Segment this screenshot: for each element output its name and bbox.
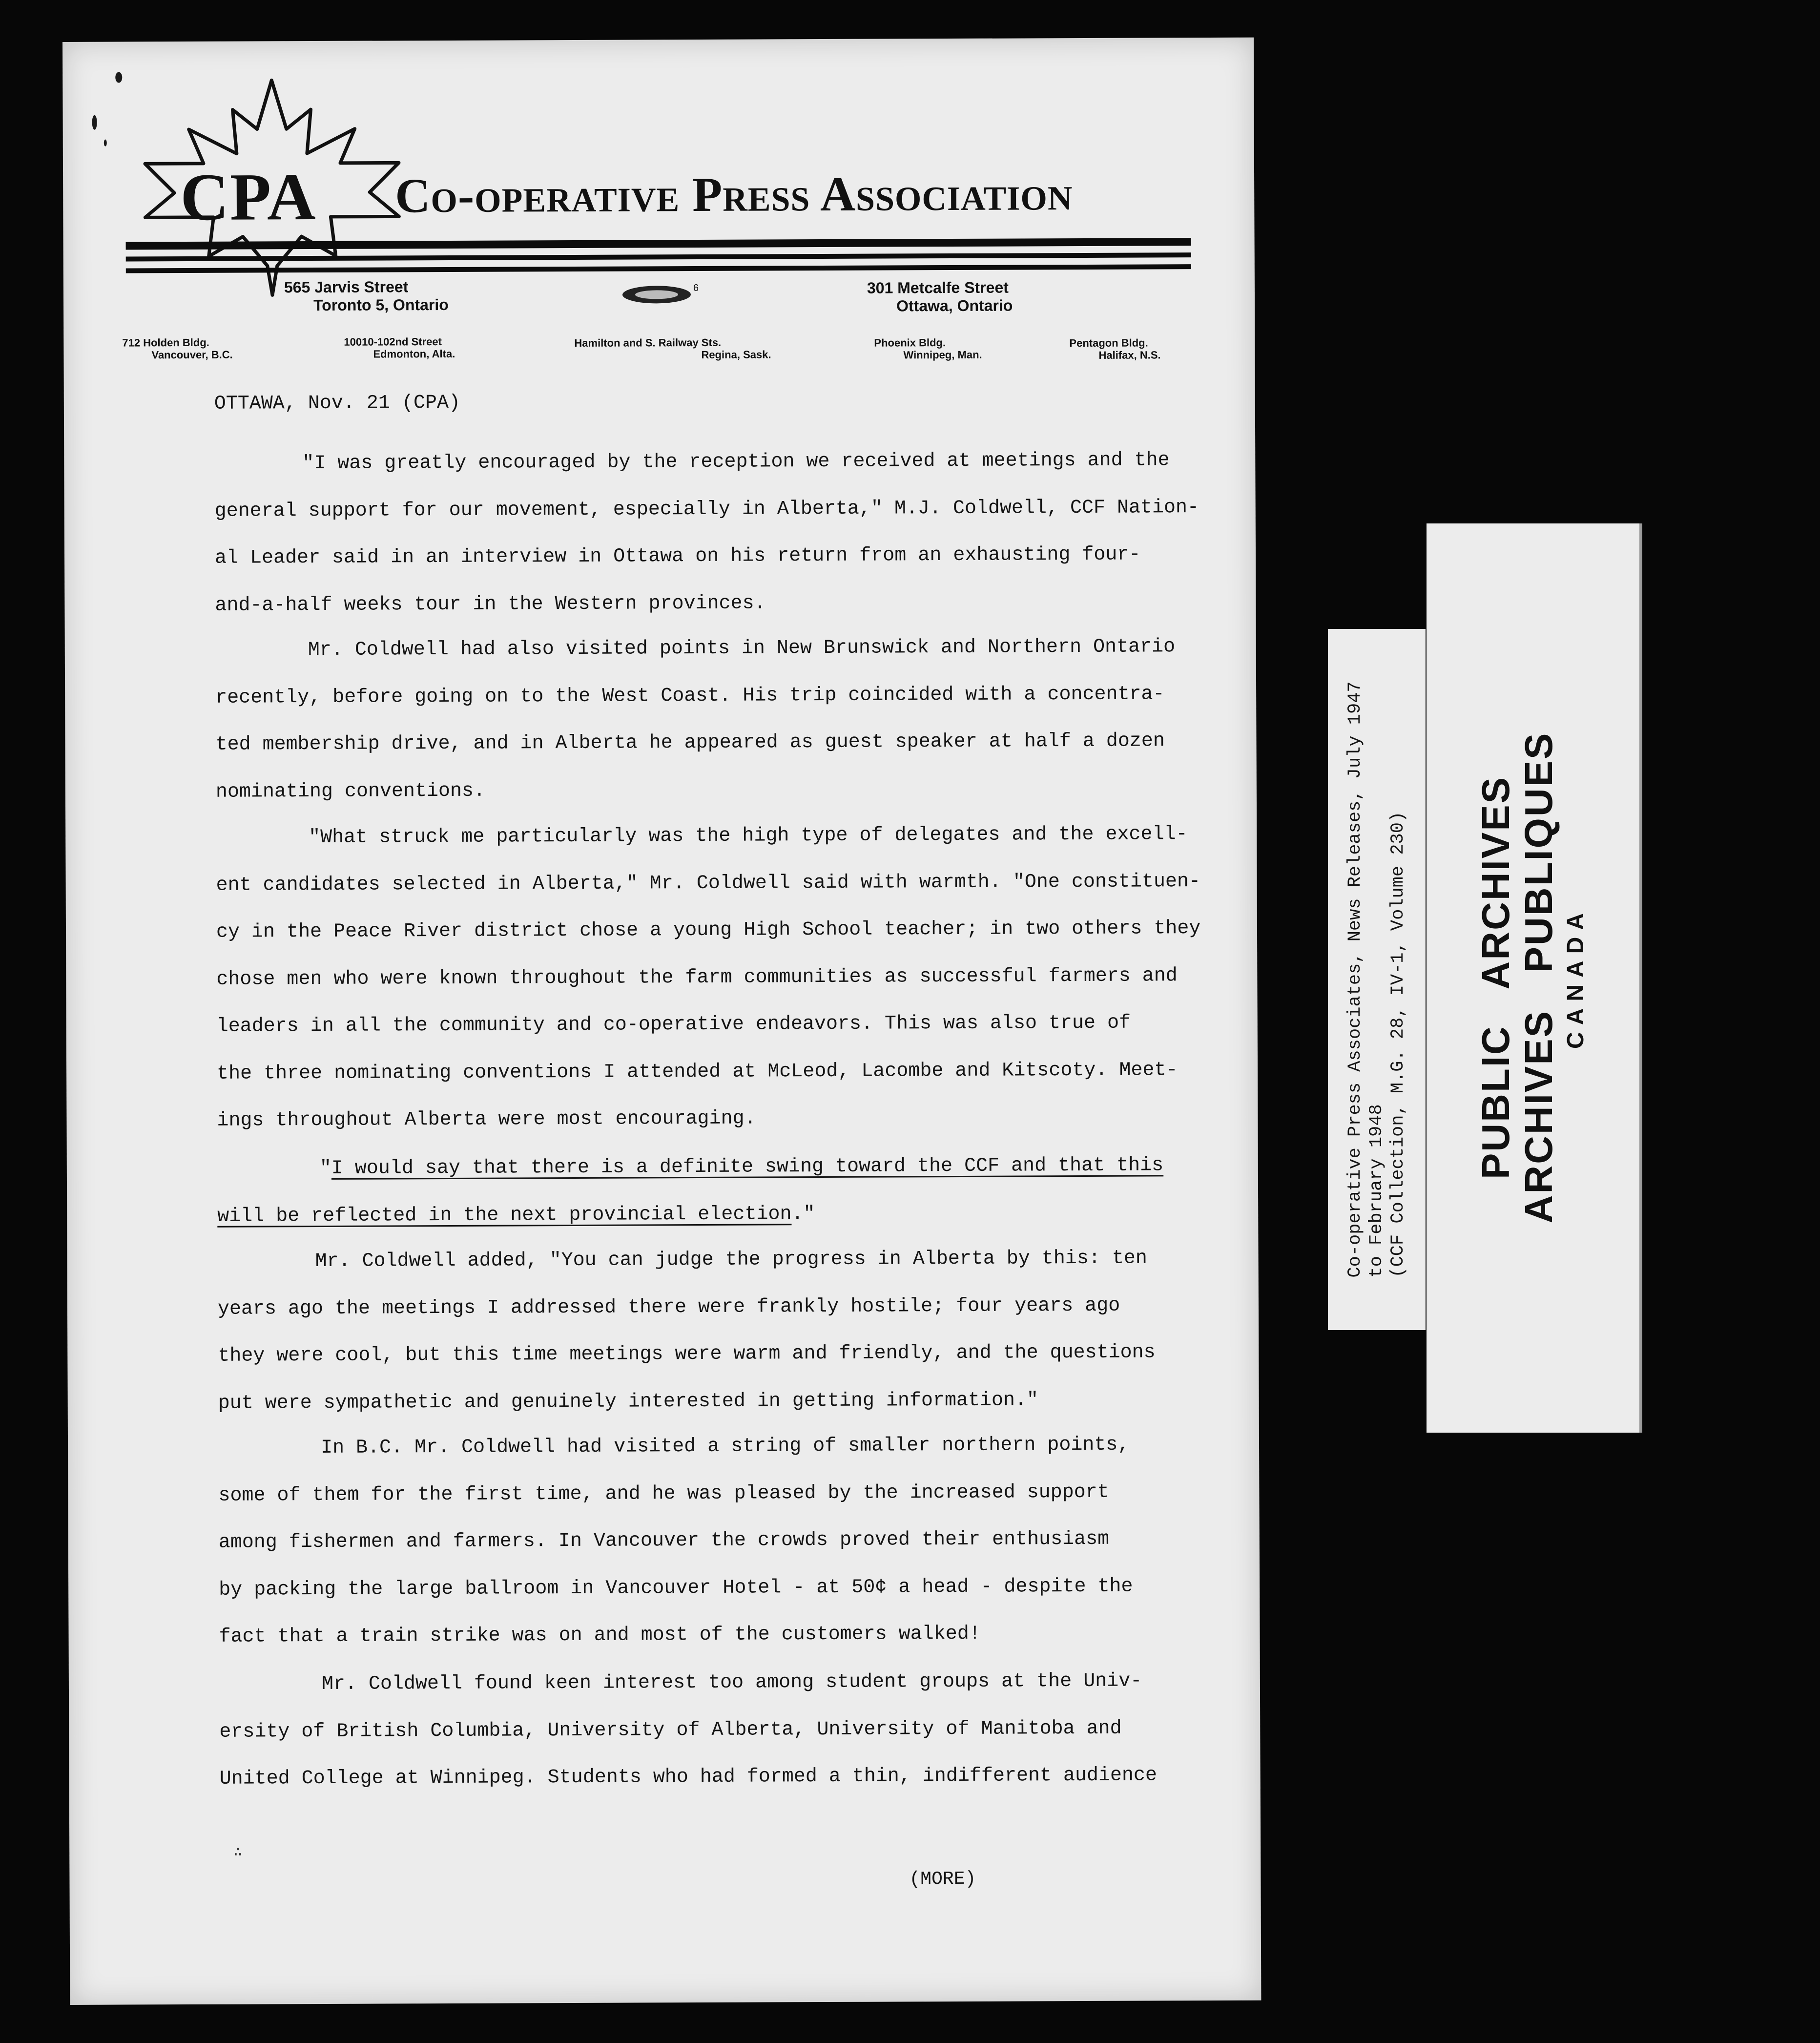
text-line: Mr. Coldwell found keen interest too among student groups at the Univ- [321, 1670, 1142, 1695]
text-line: fact that a train strike was on and most of the customers walked! [219, 1623, 981, 1648]
toronto-address [284, 278, 449, 314]
dust-speck [92, 115, 97, 130]
text-line: al Leader said in an interview in Ottawa on his return from an exhausting four- [214, 543, 1141, 569]
paragraph-3 [216, 811, 1233, 1145]
address-line: Regina, Sask. [701, 348, 771, 361]
address-line: Ottawa, Ontario [896, 296, 1013, 315]
text-line: "What struck me particularly was the high type of delegates and the excell- [309, 823, 1188, 849]
cpa-monogram: CPA [180, 159, 317, 235]
underlined-quote: I would say that there is a definite swing toward the CCF and that this [331, 1154, 1164, 1180]
address-line: 301 Metcalfe Street [867, 278, 1009, 297]
paragraph-5 [217, 1235, 1233, 1427]
stamp-country: CANADA [1563, 906, 1589, 1049]
address-line: Hamilton and S. Railway Sts. [574, 336, 722, 349]
text-line: chose men who were known throughout the farm communities as successful farmers and [216, 964, 1178, 991]
dust-speck [104, 140, 107, 146]
collection-label-card [1328, 629, 1426, 1330]
text-line: among fishermen and farmers. In Vancouver the crowds proved their enthusiasm [218, 1528, 1110, 1554]
emblem-number: 6 [693, 283, 699, 294]
address-line: 712 Holden Bldg. [122, 336, 209, 349]
address-line: Phoenix Bldg. [874, 336, 946, 349]
text-line: put were sympathetic and genuinely interested in getting information." [218, 1389, 1039, 1415]
stamp-line: PUBLIC ARCHIVES [1474, 776, 1517, 1179]
text-line: they were cool, but this time meetings were warm and friendly, and the questions [218, 1341, 1156, 1367]
text-line [217, 1189, 1233, 1240]
quote-mark: " [319, 1157, 331, 1180]
address-line: Edmonton, Alta. [373, 348, 455, 360]
text-line: and-a-half weeks tour in the Western provinces. [215, 592, 766, 617]
text-line: by packing the large ballroom in Vancouver Hotel - at 50¢ a head - despite the [219, 1575, 1133, 1601]
union-emblem-icon [620, 283, 693, 307]
dateline: OTTAWA, Nov. 21 (CPA) [214, 392, 461, 415]
address-line: Pentagon Bldg. [1069, 336, 1148, 350]
text-line: some of them for the first time, and he was pleased by the increased support [218, 1481, 1109, 1507]
text-line: In B.C. Mr. Coldwell had visited a string of smaller northern points, [320, 1434, 1130, 1459]
address-line: Winnipeg, Man. [903, 349, 982, 361]
address-line: 565 Jarvis Street [284, 278, 409, 296]
text-line: ent candidates selected in Alberta," Mr. Coldwell said with warmth. "One constituen- [216, 870, 1201, 896]
ottawa-address [867, 279, 1013, 315]
paragraph-7 [219, 1658, 1235, 1803]
branch-regina [574, 336, 771, 361]
text-line: leaders in all the community and co-operative endeavors. This was also true of [216, 1012, 1131, 1038]
collection-line: to February 1948 [1366, 1104, 1387, 1278]
text-line: cy in the Peace River district chose a young High School teacher; in two others they [216, 917, 1201, 943]
organization-name: Co-operative Press Association [395, 166, 1073, 223]
press-release-sheet [62, 38, 1261, 2005]
text-line: recently, before going on to the West Coast. His trip coincided with a concentra- [215, 683, 1165, 709]
branch-halifax [1069, 336, 1160, 361]
text-line [217, 1142, 1233, 1193]
dust-speck [115, 72, 122, 83]
text-line: United College at Winnipeg. Students who had formed a thin, indifferent audience [219, 1764, 1158, 1790]
text-line: years ago the meetings I addressed there were frankly hostile; four years ago [217, 1294, 1120, 1320]
branch-vancouver [122, 336, 232, 361]
paragraph-6 [218, 1421, 1235, 1661]
underlined-quote: will be reflected in the next provincial election [217, 1203, 792, 1228]
quote-close: ." [791, 1203, 815, 1225]
text-line: ted membership drive, and in Alberta he appeared as guest speaker at half a dozen [215, 730, 1165, 756]
paragraph-1 [214, 437, 1230, 629]
text-line: general support for our movement, especially in Alberta," M.J. Coldwell, CCF Nation- [214, 496, 1200, 522]
text-line: nominating conventions. [215, 780, 486, 803]
address-line: Halifax, N.S. [1098, 349, 1161, 362]
text-line: the three nominating conventions I attended at McLeod, Lacombe and Kitscoty. Meet- [217, 1059, 1178, 1085]
text-line: ersity of British Columbia, University of Alberta, University of Manitoba and [219, 1717, 1122, 1743]
stray-mark: ∴ [233, 1844, 243, 1861]
text-line: ings throughout Alberta were most encouraging. [217, 1107, 756, 1132]
collection-label-text [1344, 681, 1409, 1277]
collection-line: Co-operative Press Associates, News Releases, July 1947 [1345, 681, 1365, 1278]
address-line: 10010-102nd Street [344, 335, 442, 348]
branch-edmonton [344, 335, 455, 360]
branch-winnipeg [874, 336, 982, 361]
collection-line: (CCF Collection, M.G. 28, IV-1, Volume 230) [1388, 811, 1408, 1278]
more-marker: (MORE) [909, 1868, 976, 1890]
text-line: "I was greatly encouraged by the reception we received at meetings and the [302, 449, 1170, 475]
text-line: Mr. Coldwell added, "You can judge the progress in Alberta by this: ten [315, 1247, 1147, 1273]
text-line: Mr. Coldwell had also visited points in New Brunswick and Northern Ontario [308, 636, 1176, 662]
stamp-line: ARCHIVES PUBLIQUES [1517, 731, 1560, 1224]
paragraph-4-quote [217, 1142, 1233, 1240]
paragraph-2 [215, 624, 1231, 816]
public-archives-stamp [1474, 732, 1592, 1224]
address-line: Toronto 5, Ontario [313, 295, 449, 314]
address-line: Vancouver, B.C. [151, 348, 233, 361]
public-archives-stamp-card [1427, 523, 1639, 1433]
